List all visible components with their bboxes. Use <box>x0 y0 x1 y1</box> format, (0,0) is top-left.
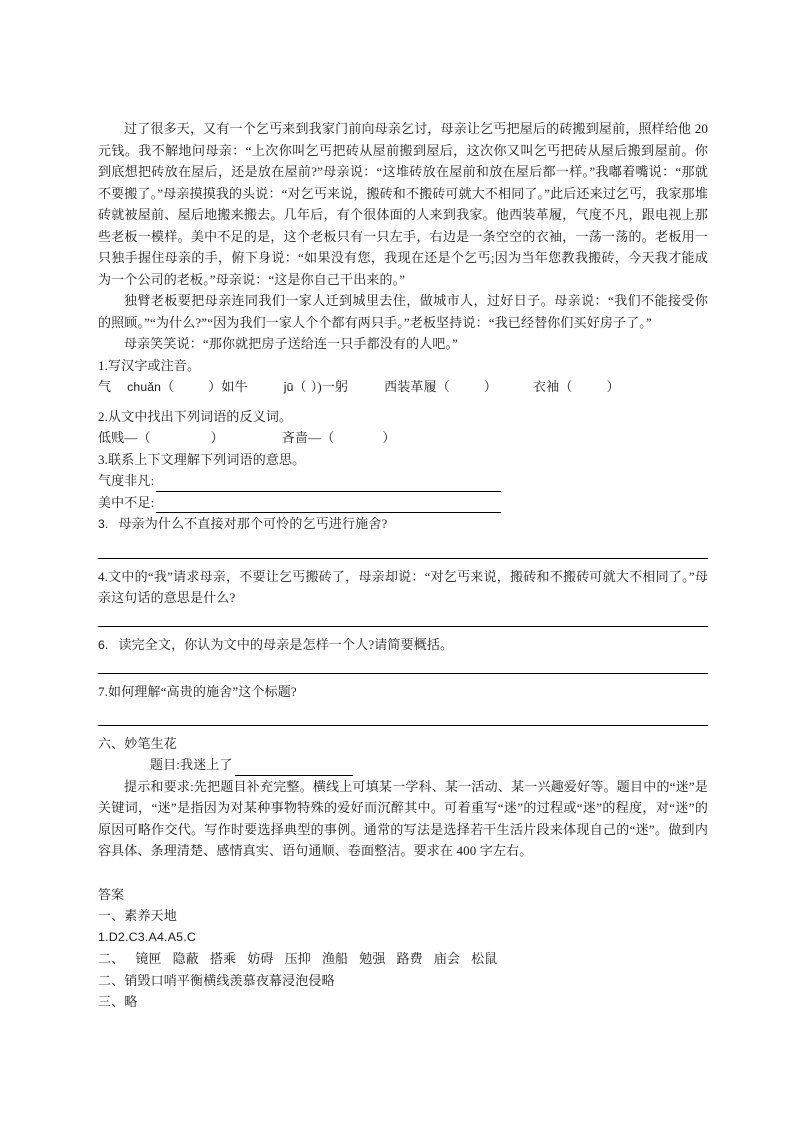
q3-term-2-label: 美中不足: <box>98 494 155 510</box>
q2-pair-1-label: 低贱—（ <box>98 430 151 445</box>
spacer <box>98 726 708 733</box>
writing-instructions: 提示和要求:先把题目补充完整。横线上可填某一学科、某一活动、某一兴趣爱好等。题目中的“迷”是关键词，“迷”是指因为对某种事物特殊的爱好而沉醉其中。可着重写“迷”的过程或“迷”的程度，对“迷”的原因可略作交代。写作时要选择典型的事例。通常的写法是选择若干生活片段来体现自己的“迷”。做到内容具体、条理清楚、感情真实、语句通顺、卷面整洁。要求在 400 字左右。 <box>98 778 708 858</box>
answers-section-2-label: 二、 <box>98 951 125 966</box>
q1-item-3-word: 西装革履 <box>384 379 437 394</box>
writing-topic-row <box>98 754 708 776</box>
question-7-text: 7.如何理解“高贵的施舍”这个标题? <box>98 684 297 699</box>
question-6 <box>98 634 708 657</box>
answers-section-2 <box>98 948 708 970</box>
answers-word-1: 镜匣 <box>135 951 162 966</box>
answer-space-q7[interactable] <box>98 703 708 725</box>
passage-paragraph-2: 独臂老板要把母亲连同我们一家人迁到城里去住，做城市人，过好日子。母亲说：“我们不能接受你的照顾。”“为什么?”“因为我们一家人个个都有两只手。”老板坚持说：“我已经替你们买好房子了。” <box>98 293 708 330</box>
spacer <box>98 862 708 884</box>
q3-term-1-label: 气度非凡: <box>98 473 155 488</box>
q1-item-4-word: 衣袖 <box>533 379 560 394</box>
q3-term-2-answer-line[interactable] <box>156 498 501 513</box>
spacer <box>98 559 708 566</box>
question-6-text: 读完全文，你认为文中的母亲是怎样一个人?请简要概括。 <box>118 636 454 652</box>
answers-word-7: 勉强 <box>359 951 386 966</box>
answers-section-4-text: 略 <box>124 994 138 1009</box>
question-3b-text: 母亲为什么不直接对那个可怜的乞丐进行施舍? <box>118 516 388 531</box>
answers-section-3-text: 销毁口哨平衡横线羡慕夜幕浸泡侵略 <box>124 972 335 988</box>
question-3b <box>98 513 708 536</box>
answers-word-3: 搭乘 <box>209 951 237 966</box>
answer-space-q6[interactable] <box>98 656 708 673</box>
q1-item-2-post: ）)一躬 <box>310 379 349 394</box>
answers-word-4: 妨碍 <box>247 951 274 966</box>
question-1-blanks <box>98 376 708 399</box>
question-6-number: 6. <box>98 637 109 652</box>
answers-section-1-choices: 1.D2.C3.A4.A5.C <box>98 929 197 944</box>
spacer <box>98 399 708 406</box>
q1-item-4-post: ） <box>606 379 620 394</box>
question-2-blanks <box>98 427 708 449</box>
answer-space-q4[interactable] <box>98 609 708 626</box>
writing-topic-label: 题目:我迷上了 <box>150 757 233 772</box>
passage-body <box>98 118 708 355</box>
answers-section-4-label: 三、 <box>98 994 125 1009</box>
q2-pair-2-label: 吝啬—（ <box>281 430 335 445</box>
q1-item-3-open: （ <box>436 379 450 394</box>
q1-item-3-post: ） <box>483 379 498 394</box>
answers-section-3-label: 二、 <box>98 972 125 988</box>
passage-paragraph-3: 母亲笑笑说：“那你就把房子送给连一只手都没有的人吧。” <box>124 336 459 351</box>
answers-section-1-title: 一、素养天地 <box>98 908 177 923</box>
spacer <box>98 627 708 634</box>
q1-item-4-open: （ <box>559 379 573 394</box>
q1-item-2-open: （ <box>293 379 307 394</box>
question-3-blank-row-2 <box>98 492 708 514</box>
answers-heading: 答案 <box>98 886 125 902</box>
q1-item-2-pinyin: jū <box>283 380 294 394</box>
question-4-text: 4.文中的“我”请求母亲，不要让乞丐搬砖了，母亲却说：“对乞丐来说，搬砖和不搬砖可就大不相同了。”母亲这句话的意思是什么? <box>98 568 708 605</box>
q1-item-1-pinyin: chuǎn <box>127 380 162 394</box>
writing-topic-blank[interactable] <box>235 761 353 776</box>
answers-word-9: 庙会 <box>433 951 461 966</box>
spacer <box>98 674 708 681</box>
answers-word-6: 渔船 <box>321 951 349 966</box>
question-3b-number: 3. <box>98 517 109 531</box>
answers-word-10: 松鼠 <box>471 951 498 966</box>
answers-section-3 <box>98 970 708 992</box>
question-2-title: 2.从文中找出下列词语的反义词。 <box>98 408 293 424</box>
q1-item-1-char: 气 <box>98 379 112 394</box>
q1-item-1-post: ）如牛 <box>208 379 248 394</box>
answer-space-q3b[interactable] <box>98 536 708 558</box>
question-3-blank-row-1 <box>98 470 708 492</box>
writing-section-heading: 六、妙笔生花 <box>98 735 177 751</box>
answers-word-2: 隐蔽 <box>172 951 199 966</box>
answers-word-5: 压抑 <box>284 951 311 966</box>
passage-paragraph-1: 过了很多天，又有一个乞丐来到我家门前向母亲乞讨，母亲让乞丐把屋后的砖搬到屋前，照样给他 20 元钱。我不解地问母亲：“上次你叫乞丐把砖从屋前搬到屋后，这次你又叫乞丐把砖从屋后搬到屋前。你到底想把砖放在屋后，还是放在屋前?”母亲说：“这堆砖放在屋前和放在屋后都一样。”我嘟着嘴说：“那就不要搬了。”母亲摸摸我的头说：“对乞丐来说，搬砖和不搬砖可就大不相同了。”此后还来过乞丐，我家那堆砖就被屋前、屋后地搬来搬去。几年后，有个很体面的人来到我家。他西装革履，气度不凡，跟电视上那些老板一模样。美中不足的是，这个老板只有一只左手，右边是一条空空的衣袖，一荡一荡的。老板用一只独手握住母亲的手，俯下身说：“如果没有您，我现在还是个乞丐;因为当年您教我搬砖，今天我才能成为一个公司的老板。”母亲说：“这是你自己干出来的。” <box>98 121 708 287</box>
answers-section-4 <box>98 991 708 1013</box>
q1-item-1-open: （ <box>161 379 175 394</box>
q2-pair-1-close: ） <box>210 430 224 445</box>
answers-word-8: 路费 <box>396 951 423 966</box>
question-1-title: 1.写汉字或注音。 <box>98 357 201 373</box>
question-3-title: 3.联系上下文理解下列词语的意思。 <box>98 451 306 467</box>
q3-term-1-answer-line[interactable] <box>156 477 501 492</box>
q2-pair-2-close: ） <box>382 430 396 445</box>
